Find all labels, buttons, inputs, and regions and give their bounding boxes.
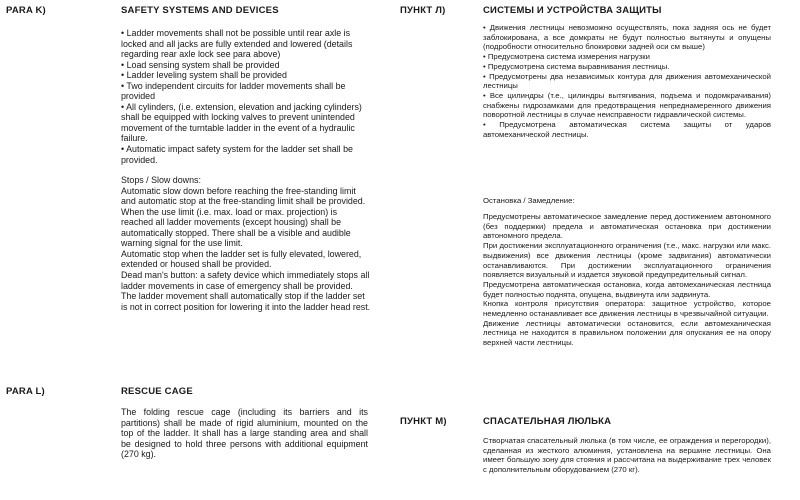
stops-paragraph: The ladder movement shall automatically stop if the ladder set is not in correct position for lowering it into the ladder head rest. xyxy=(121,291,371,312)
ru-stops-paragraph: Движение лестницы автоматически остановится, если автомеханическая лестница не находится в правильном положении для опускания ее на опору верхней части лестницы. xyxy=(483,318,771,348)
safety-bullet: • Ladder movements shall not be possible until rear axle is locked and all jacks are fully extended and lowered (details regarding rear axle lock see para above) xyxy=(121,28,353,60)
ru-safety-bullet: • Предусмотрена система измерения нагрузки xyxy=(483,52,650,62)
stops-paragraph: Dead man's button: a safety device which immediately stops all ladder movements in case of emergency shall be provided. xyxy=(121,270,370,291)
safety-bullet: • All cylinders, (i.e. extension, elevation and jacking cylinders) shall be equipped with locking valves to prevent unintended movement of the turntable ladder in the event of a hydraulic failure. xyxy=(121,101,362,144)
stops-paragraph: Automatic stop when the ladder set is fully elevated, lowered, extended or housed shall be provided. xyxy=(121,248,362,270)
ru-safety-bullet: • Предусмотрена система выравнивания лестницы. xyxy=(483,61,670,71)
ru-stops-section xyxy=(483,212,771,348)
ru-stops-paragraph: Предусмотрена автоматическая остановка, когда автомеханическая лестница будет полностью поднята, опущена, выдвинута или задвинута. xyxy=(483,279,771,299)
ru-safety-bullet: • Движения лестницы невозможно осуществлять, пока задняя ось не будет заблокирована, а все домкраты не будут полностью вытянуты и опущены (подробности относительно блокировки задней оси см выше) xyxy=(483,23,771,52)
safety-systems-heading: SAFETY SYSTEMS AND DEVICES xyxy=(121,5,279,16)
ru-safety-heading: СИСТЕМЫ И УСТРОЙСТВА ЗАЩИТЫ xyxy=(483,5,662,16)
rescue-cage-heading: RESCUE CAGE xyxy=(121,386,193,397)
safety-bullet: • Load sensing system shall be provided xyxy=(121,59,280,70)
rescue-cage-text: The folding rescue cage (including its barriers and its partitions) shall be made of rigid aluminium, mounted on the top of the ladder. It shall has a large standing area and shall be designed to hold three persons with additional equipment (270 kg). xyxy=(121,407,368,460)
ru-stops-paragraph: При достижении эксплуатационного ограничения (т.е., макс. нагрузки или макс. выдвижения) все движения лестницы (кроме задвигания) автоматически останавливаются. При достижении эксплуатационного ограничения появляется визуальный и издается звуковой предупредительный сигнал. xyxy=(483,241,771,280)
ru-stops-paragraph: Предусмотрены автоматическое замедление перед достижением автономного (без поддержки) предела и автоматическая остановка при достижении автономного предела. xyxy=(483,212,771,241)
ru-stops-paragraph: Кнопка контроля присутствия оператора: защитное устройство, которое немедленно останавливает все движения лестницы в чрезвычайной ситуации. xyxy=(483,299,771,319)
safety-systems-section xyxy=(121,28,371,312)
punkt-m-label: ПУНКТ М) xyxy=(400,416,447,427)
ru-stops-heading: Остановка / Замедление: xyxy=(483,196,575,205)
punkt-l-label: ПУНКТ Л) xyxy=(400,5,446,16)
stops-heading: Stops / Slow downs: xyxy=(121,175,201,186)
ru-rescue-heading: СПАСАТЕЛЬНАЯ ЛЮЛЬКА xyxy=(483,416,612,427)
ru-rescue-text: Створчатая спасательный люлька (в том числе, ее ограждения и перегородки), сделанная из жесткого алюминия, установлена на вершине лестницы. Она имеет большую зону для стояния и рассчитана на выдерживание трех человек с дополнительным оборудованием (270 кг). xyxy=(483,436,771,475)
safety-bullet: • Automatic impact safety system for the ladder set shall be provided. xyxy=(121,144,353,165)
para-l-label: PARA L) xyxy=(6,386,45,397)
safety-bullet: • Ladder leveling system shall be provided xyxy=(121,70,287,81)
ru-safety-bullet: • Предусмотрены два независимых контура для движения автомеханической лестницы xyxy=(483,71,771,91)
ru-safety-bullet: • Все цилиндры (т.е., цилиндры вытягивания, подъема и подомкрачивания) снабжены гидрозамками для предотвращения непреднамеренного движения поворотной лестницы в случае неисправности гидравлической системы. xyxy=(483,90,771,120)
para-k-label: PARA K) xyxy=(6,5,46,16)
ru-safety-section xyxy=(483,23,771,139)
stops-paragraph: When the use limit (i.e. max. load or max. projection) is reached all ladder movements (except housing) shall be automatically stopped. There shall be a visible and audible warning signal for the use limit. xyxy=(121,206,351,249)
ru-safety-bullet: • Предусмотрена автоматическая система защиты от ударов автомеханической лестницы. xyxy=(483,120,771,139)
safety-bullet: • Two independent circuits for ladder movements shall be provided xyxy=(121,80,346,102)
stops-paragraph: Automatic slow down before reaching the free-standing limit and automatic stop at the free-standing limit shall be provided. xyxy=(121,185,366,207)
